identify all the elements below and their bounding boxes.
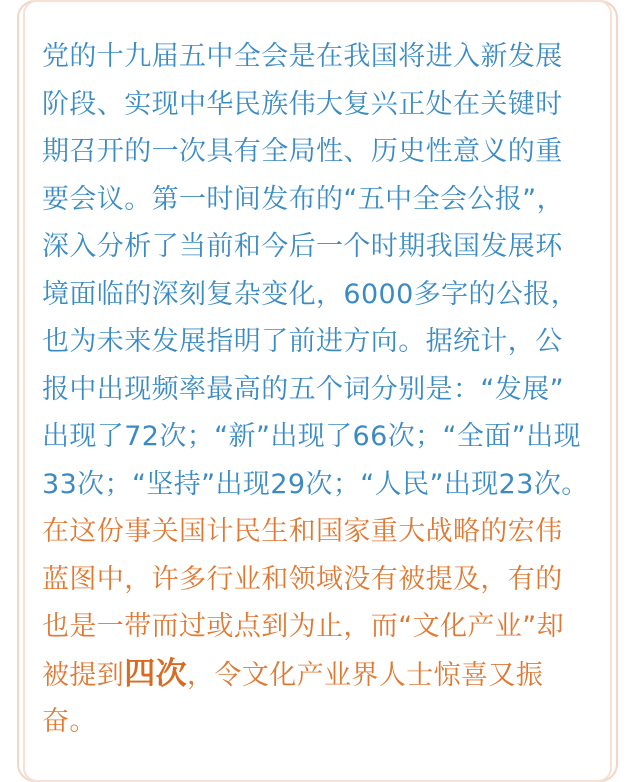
text-line: 期召开的一次具有全局性、历史性意义的重 (42, 136, 563, 167)
text-line: 境面临的深刻复杂变化，6000多字的公报， (42, 278, 579, 310)
text-segment: ，令文化产业界人士惊喜又振 (187, 659, 544, 691)
text-line: 出现了72次；“新”出现了66次；“全面”出现 (42, 421, 581, 452)
text-line: 33次；“坚持”出现29次；“人民”出现23次。 (42, 468, 589, 500)
text-line: 在这份事关国计民生和国家重大战略的宏伟 (42, 516, 563, 547)
text-line: 奋。 (42, 706, 97, 737)
text-line: 要会议。第一时间发布的“五中全会公报”， (42, 183, 564, 215)
text-segment: 被提到 (42, 659, 125, 691)
text-line: 深入分析了当前和今后一个时期我国发展环 (42, 231, 563, 262)
article-text (42, 33, 602, 746)
text-line: 党的十九届五中全会是在我国将进入新发展 (42, 41, 563, 72)
text-line-with-emphasis (42, 651, 602, 699)
text-line: 报中出现频率最高的五个词分别是：“发展” (42, 373, 564, 405)
text-line: 蓝图中，许多行业和领域没有被提及，有的 (42, 563, 563, 595)
text-line: 也为未来发展指明了前进方向。据统计，公 (42, 326, 563, 357)
text-line: 也是一带而过或点到为止，而“文化产业”却 (42, 611, 564, 642)
text-line: 阶段、实现中华民族伟大复兴正处在关键时 (42, 88, 563, 120)
emphasis-text: 四次 (124, 655, 188, 692)
